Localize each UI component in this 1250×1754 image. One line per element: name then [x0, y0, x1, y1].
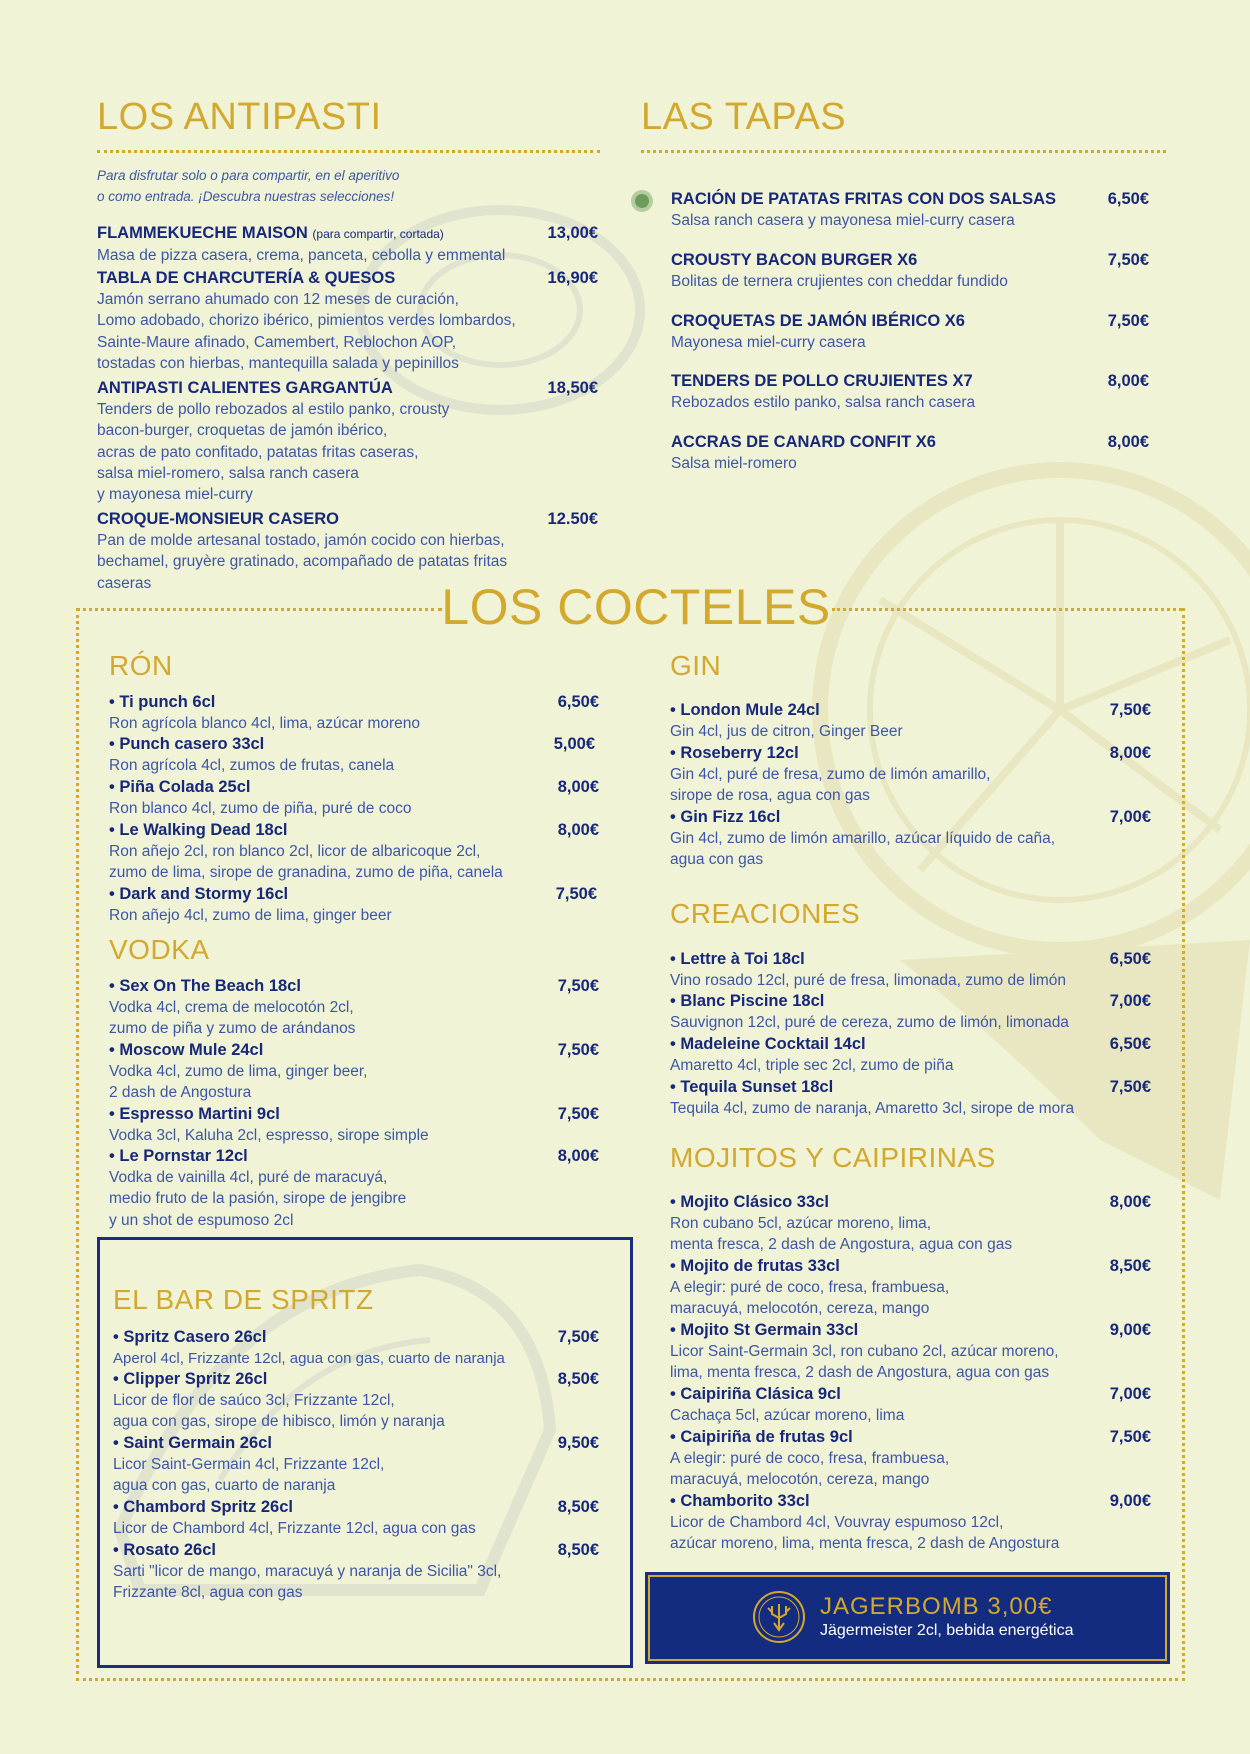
item-desc: Ron blanco 4cl, zumo de piña, puré de coco	[109, 800, 412, 817]
antipasti-title: LOS ANTIPASTI	[97, 96, 382, 138]
item-name: FLAMMEKUECHE MAISON	[97, 224, 308, 242]
item-name: • Madeleine Cocktail 14cl	[670, 1035, 866, 1053]
item-price: 7,50€	[557, 977, 599, 995]
item-desc: Sauvignon 12cl, puré de cereza, zumo de limón, limonada	[670, 1014, 1069, 1031]
cocktail-item	[670, 1384, 1151, 1426]
item-desc: Aperol 4cl, Frizzante 12cl, agua con gas, cuarto de naranja	[113, 1350, 505, 1367]
item-price: 7,00€	[1109, 1385, 1151, 1403]
tapas-divider	[641, 150, 1166, 153]
item-price: 12.50€	[547, 510, 598, 528]
spritz-item	[113, 1369, 599, 1433]
item-desc: Gin 4cl, zumo de limón amarillo, azúcar líquido de caña, agua con gas	[670, 830, 1056, 869]
item-name: ACCRAS DE CANARD CONFIT X6	[671, 433, 936, 451]
item-desc: Licor de Chambord 4cl, Vouvray espumoso 12cl, azúcar moreno, lima, menta fresca, 2 dash de Angostura	[670, 1514, 1060, 1553]
item-desc: Rebozados estilo panko, salsa ranch casera	[671, 394, 976, 411]
item-price: 6,50€	[1107, 190, 1149, 208]
cocktail-item	[109, 1146, 599, 1231]
item-name: • Caipiriña de frutas 9cl	[670, 1428, 853, 1446]
vodka-title: VODKA	[109, 934, 210, 965]
item-desc: Vodka de vainilla 4cl, puré de maracuyá, medio fruto de la pasión, sirope de jengibre y un shot de espumoso 2cl	[109, 1169, 407, 1229]
cocktail-item	[109, 820, 599, 884]
item-desc: Licor Saint-Germain 3cl, ron cubano 2cl, azúcar moreno, lima, menta fresca, 2 dash de Angostura, agua con gas	[670, 1343, 1059, 1382]
cocktail-item	[670, 1491, 1151, 1555]
cocktail-item	[670, 743, 1151, 807]
mojitos-title: MOJITOS Y CAIPIRINAS	[670, 1142, 996, 1173]
item-price: 7,50€	[1107, 312, 1149, 330]
item-price: 8,50€	[1109, 1257, 1151, 1275]
item-price: 9,50€	[557, 1434, 599, 1452]
cocktail-item	[670, 949, 1151, 991]
item-desc: Amaretto 4cl, triple sec 2cl, zumo de piña	[670, 1057, 954, 1074]
cocktail-item	[670, 700, 1151, 742]
item-desc: Mayonesa miel-curry casera	[671, 334, 866, 351]
item-desc: Ron agrícola blanco 4cl, lima, azúcar moreno	[109, 715, 421, 732]
item-price: 8,00€	[1109, 1193, 1151, 1211]
item-desc: Ron agrícola 4cl, zumos de frutas, canela	[109, 757, 395, 774]
item-price: 7,00€	[1109, 992, 1151, 1010]
item-name: • Chambord Spritz 26cl	[113, 1498, 293, 1516]
item-name: TENDERS DE POLLO CRUJIENTES X7	[671, 372, 973, 390]
item-price: 8,00€	[1107, 372, 1149, 390]
cocktail-item	[670, 1256, 1151, 1320]
item-name: • Moscow Mule 24cl	[109, 1041, 264, 1059]
cocktail-item	[109, 976, 599, 1040]
item-desc: Vodka 3cl, Kaluha 2cl, espresso, sirope simple	[109, 1127, 429, 1144]
item-name: CROUSTY BACON BURGER X6	[671, 251, 918, 269]
antipasti-item	[97, 268, 600, 374]
item-name: • London Mule 24cl	[670, 701, 820, 719]
item-desc: Ron añejo 2cl, ron blanco 2cl, licor de albaricoque 2cl, zumo de lima, sirope de granadina, zumo de piña, canela	[109, 843, 503, 882]
item-name: • Dark and Stormy 16cl	[109, 885, 289, 903]
item-name: ANTIPASTI CALIENTES GARGANTÚA	[97, 379, 393, 397]
item-name: • Le Walking Dead 18cl	[109, 821, 288, 839]
antipasti-intro: Para disfrutar solo o para compartir, en el aperitivo o como entrada. ¡Descubra nuestras selecciones!	[97, 168, 400, 204]
item-desc: Gin 4cl, puré de fresa, zumo de limón amarillo, sirope de rosa, agua con gas	[670, 766, 991, 805]
jagermeister-logo-icon	[752, 1590, 806, 1644]
item-desc: Masa de pizza casera, crema, panceta, cebolla y emmental	[97, 247, 506, 264]
item-price: 8,50€	[557, 1498, 599, 1516]
tapas-item	[671, 311, 1151, 353]
item-price: 8,00€	[1107, 433, 1149, 451]
item-price: 8,00€	[557, 778, 599, 796]
item-price: 8,00€	[557, 821, 599, 839]
item-price: 7,50€	[1107, 251, 1149, 269]
item-name: CROQUE-MONSIEUR CASERO	[97, 510, 340, 528]
cocktail-item	[109, 1040, 599, 1104]
item-price: 7,50€	[1109, 1428, 1151, 1446]
cocteles-title: LOS COCTELES	[441, 579, 831, 635]
item-price: 6,50€	[1109, 950, 1151, 968]
item-desc: Jamón serrano ahumado con 12 meses de curación, Lomo adobado, chorizo ibérico, pimientos verdes lombardos, Sainte-Maure afinado, Camembert, Reblochon AOP, tostadas con hierbas, mantequilla salada y pepinillos	[97, 291, 516, 372]
cocktail-item	[109, 692, 599, 734]
item-name: • Mojito de frutas 33cl	[670, 1257, 840, 1275]
tapas-item	[671, 250, 1151, 292]
item-price: 5,00€	[553, 735, 595, 753]
item-price: 8,50€	[557, 1541, 599, 1559]
spritz-item	[113, 1433, 599, 1497]
item-name: • Mojito Clásico 33cl	[670, 1193, 829, 1211]
item-price: 7,00€	[1109, 808, 1151, 826]
cocktail-item	[109, 777, 599, 819]
antipasti-item	[97, 378, 600, 505]
spritz-title: EL BAR DE SPRITZ	[113, 1284, 374, 1315]
item-desc: Cachaça 5cl, azúcar moreno, lima	[670, 1407, 905, 1424]
cocktail-item	[670, 1427, 1151, 1491]
gin-title: GIN	[670, 650, 722, 681]
item-name: • Sex On The Beach 18cl	[109, 977, 301, 995]
item-price: 7,50€	[555, 885, 597, 903]
cocktail-item	[670, 1034, 1151, 1076]
item-desc: Vodka 4cl, crema de melocotón 2cl, zumo de piña y zumo de arándanos	[109, 999, 356, 1038]
item-desc: Sarti "licor de mango, maracuyá y naranja de Sicilia" 3cl, Frizzante 8cl, agua con gas	[113, 1563, 502, 1602]
item-price: 7,50€	[557, 1041, 599, 1059]
tapas-item	[671, 189, 1151, 231]
item-name: CROQUETAS DE JAMÓN IBÉRICO X6	[671, 312, 965, 330]
item-name: • Rosato 26cl	[113, 1541, 216, 1559]
cocktail-item	[109, 1104, 599, 1146]
item-price: 9,00€	[1109, 1321, 1151, 1339]
cocteles-frame-top-left	[76, 608, 442, 611]
cocktail-item	[109, 734, 595, 776]
item-name: • Ti punch 6cl	[109, 693, 216, 711]
item-name: • Roseberry 12cl	[670, 744, 799, 762]
cocktail-item	[670, 807, 1151, 871]
spritz-item	[113, 1497, 599, 1539]
item-price: 6,50€	[557, 693, 599, 711]
item-desc: Licor Saint-Germain 4cl, Frizzante 12cl, agua con gas, cuarto de naranja	[113, 1456, 385, 1495]
spritz-item	[113, 1540, 599, 1604]
item-name: • Mojito St Germain 33cl	[670, 1321, 859, 1339]
spritz-item	[113, 1327, 599, 1369]
item-desc: A elegir: puré de coco, fresa, frambuesa, maracuyá, melocotón, cereza, mango	[670, 1450, 950, 1489]
item-desc: Vino rosado 12cl, puré de fresa, limonada, zumo de limón	[670, 972, 1067, 989]
item-name: • Punch casero 33cl	[109, 735, 265, 753]
creaciones-title: CREACIONES	[670, 898, 861, 929]
item-name: RACIÓN DE PATATAS FRITAS CON DOS SALSAS	[671, 190, 1057, 208]
veggie-dot-icon	[630, 189, 654, 213]
tapas-title: LAS TAPAS	[641, 96, 847, 138]
item-name: • Piña Colada 25cl	[109, 778, 251, 796]
item-name: • Tequila Sunset 18cl	[670, 1078, 834, 1096]
ron-title: RÓN	[109, 650, 173, 681]
item-price: 7,50€	[557, 1328, 599, 1346]
item-price: 6,50€	[1109, 1035, 1151, 1053]
item-desc: Licor de flor de saúco 3cl, Frizzante 12cl, agua con gas, sirope de hibisco, limón y naranja	[113, 1392, 445, 1431]
item-name: • Chamborito 33cl	[670, 1492, 810, 1510]
item-name: • Caipiriña Clásica 9cl	[670, 1385, 841, 1403]
item-name: • Clipper Spritz 26cl	[113, 1370, 268, 1388]
item-price: 7,50€	[1109, 1078, 1151, 1096]
item-desc: Salsa ranch casera y mayonesa miel-curry casera	[671, 212, 1015, 229]
item-name: TABLA DE CHARCUTERÍA & QUESOS	[97, 269, 396, 287]
item-price: 8,00€	[557, 1147, 599, 1165]
cocktail-item	[109, 884, 597, 926]
jagerbomb-desc: Jägermeister 2cl, bebida energética	[820, 1622, 1074, 1639]
item-name: • Espresso Martini 9cl	[109, 1105, 280, 1123]
tapas-item	[671, 432, 1151, 474]
item-price: 9,00€	[1109, 1492, 1151, 1510]
item-price: 7,50€	[557, 1105, 599, 1123]
jagerbomb-title: JAGERBOMB 3,00€	[820, 1593, 1053, 1620]
item-price: 13,00€	[547, 224, 598, 242]
item-desc: Bolitas de ternera crujientes con cheddar fundido	[671, 273, 1008, 290]
item-price: 7,50€	[1109, 701, 1151, 719]
cocktail-item	[670, 1320, 1151, 1384]
tapas-item	[671, 371, 1151, 413]
item-name: • Spritz Casero 26cl	[113, 1328, 267, 1346]
item-name: • Saint Germain 26cl	[113, 1434, 272, 1452]
cocktail-item	[670, 1192, 1151, 1256]
cocktail-item	[670, 991, 1151, 1033]
item-desc: Licor de Chambord 4cl, Frizzante 12cl, agua con gas	[113, 1520, 476, 1537]
item-desc: Tequila 4cl, zumo de naranja, Amaretto 3cl, sirope de mora	[670, 1100, 1075, 1117]
item-desc: Ron cubano 5cl, azúcar moreno, lima, menta fresca, 2 dash de Angostura, agua con gas	[670, 1215, 1013, 1254]
item-name: • Lettre à Toi 18cl	[670, 950, 805, 968]
item-desc: Tenders de pollo rebozados al estilo panko, crousty bacon-burger, croquetas de jamón ibérico, acras de pato confitado, patatas fritas caseras, salsa miel-romero, salsa ranch casera y mayonesa miel-curry	[97, 401, 450, 504]
item-name: • Gin Fizz 16cl	[670, 808, 781, 826]
item-desc: Salsa miel-romero	[671, 455, 797, 472]
antipasti-divider	[97, 150, 600, 153]
item-price: 18,50€	[547, 379, 598, 397]
item-desc: Pan de molde artesanal tostado, jamón cocido con hierbas, bechamel, gruyère gratinado, acompañado de patatas fritas caseras	[97, 532, 508, 592]
item-desc: A elegir: puré de coco, fresa, frambuesa, maracuyá, melocotón, cereza, mango	[670, 1279, 950, 1318]
item-desc: Gin 4cl, jus de citron, Ginger Beer	[670, 723, 903, 740]
item-desc: Vodka 4cl, zumo de lima, ginger beer, 2 dash de Angostura	[109, 1063, 368, 1102]
cocteles-frame-top-right	[832, 608, 1182, 611]
item-price: 8,00€	[1109, 744, 1151, 762]
item-desc: Ron añejo 4cl, zumo de lima, ginger beer	[109, 907, 392, 924]
antipasti-item	[97, 223, 600, 266]
item-note: (para compartir, cortada)	[312, 227, 444, 241]
cocktail-item	[670, 1077, 1151, 1119]
item-name: • Le Pornstar 12cl	[109, 1147, 248, 1165]
item-price: 8,50€	[557, 1370, 599, 1388]
item-price: 16,90€	[547, 269, 598, 287]
item-name: • Blanc Piscine 18cl	[670, 992, 825, 1010]
